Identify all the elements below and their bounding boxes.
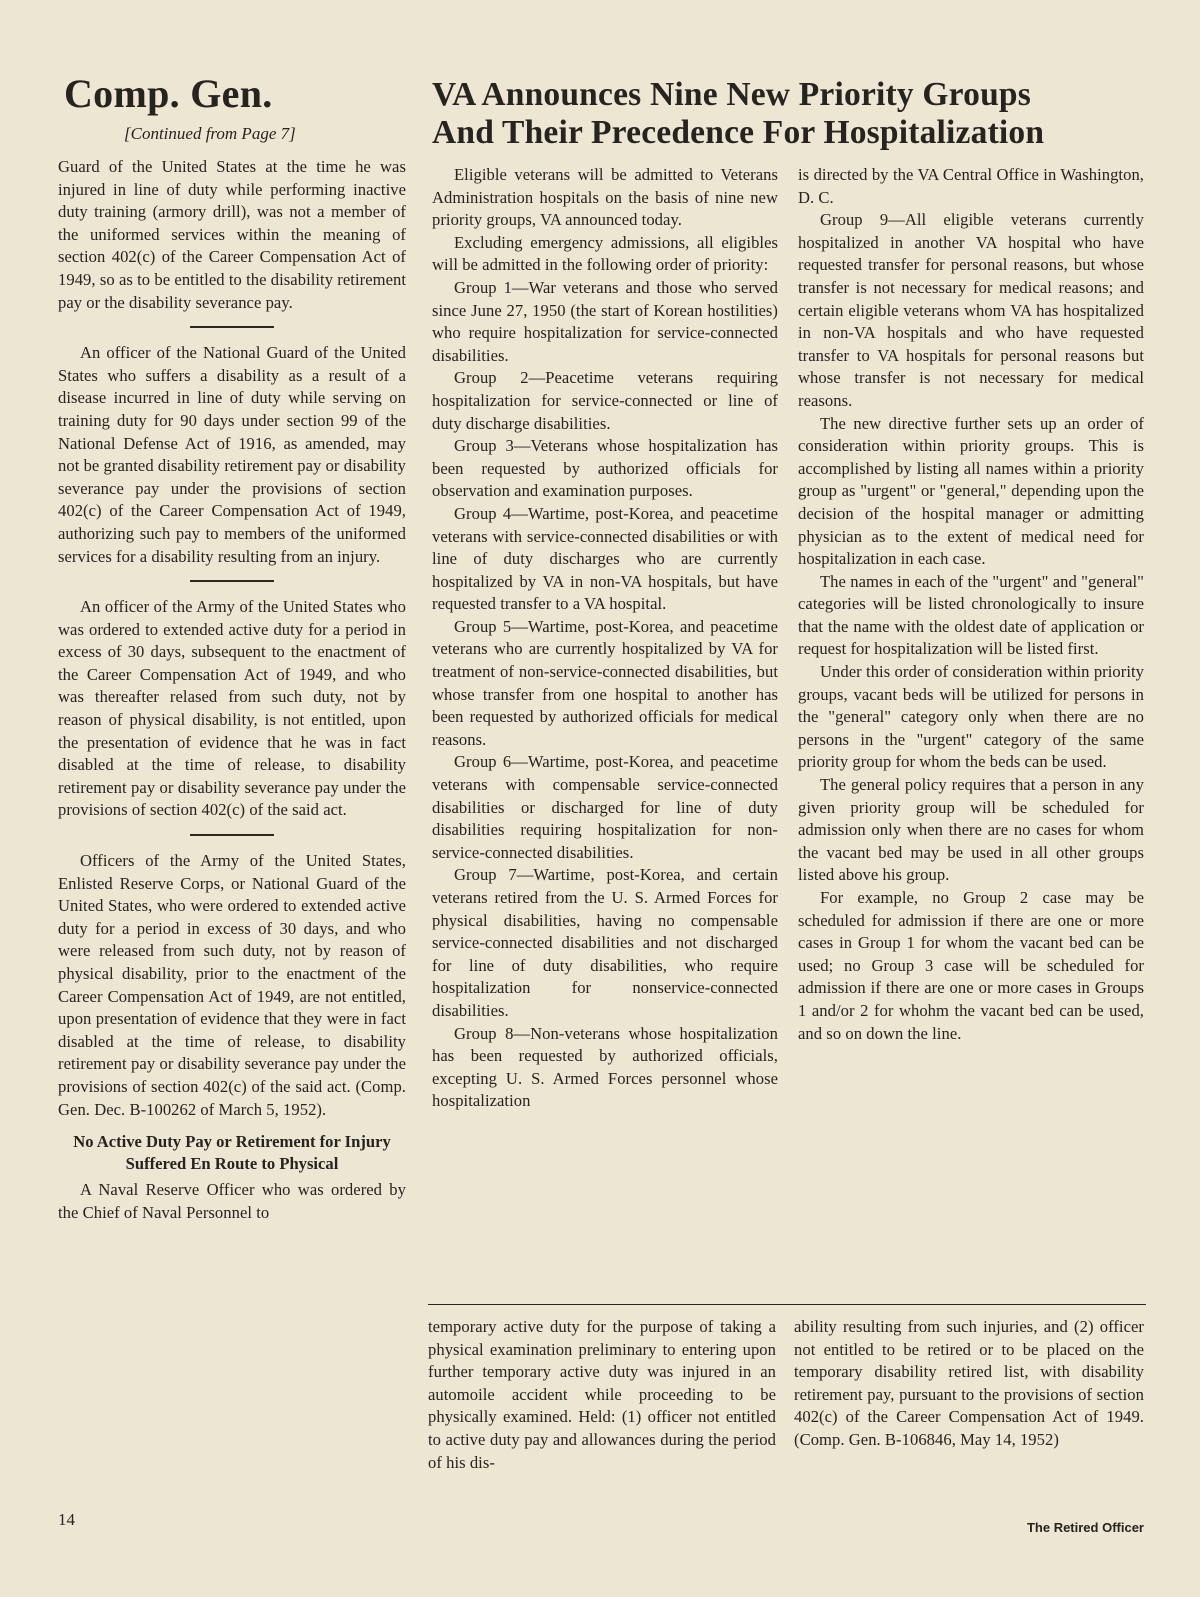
section-divider (190, 326, 274, 328)
horizontal-rule (428, 1304, 1146, 1305)
va-paragraph: Under this order of consideration within priority groups, vacant beds will be utilized for persons in the "general" category only when there are no persons in the "urgent" category of the same priority group for whom the beds can be used. (798, 662, 1144, 772)
va-paragraph: The general policy requires that a person in any given priority group will be scheduled for admission only when there are no cases for whom the vacant bed may be used in all other groups listed above his group. (798, 775, 1144, 885)
va-paragraph: The names in each of the "urgent" and "general" categories will be listed chronologically to insure that the name with the oldest date of application or request for hospitalization will be listed first. (798, 571, 1144, 659)
va-paragraph: Group 1—War veterans and those who served since June 27, 1950 (the start of Korean hostilities) who require hospitalization for service-connected disabilities. (432, 277, 778, 365)
va-paragraph: Group 5—Wartime, post-Korea, and peacetime veterans who are currently hospitalized by VA for treatment of non-service-connected disabilities, but whose transfer from one hospital to another has been requested by authorized officials for medical reasons. (432, 616, 778, 749)
page-number: 14 (58, 1510, 75, 1529)
va-paragraph: Group 7—Wartime, post-Korea, and certain veterans retired from the U. S. Armed Forces for physical disabilities, having no compensable service-connected disabilities and not discharged for line of duty disabilities, who require hospitalization for nonservice-connected disabilities. (432, 865, 778, 1020)
va-paragraph: Excluding emergency admissions, all eligibles will be admitted in the following order of priority: (432, 232, 778, 275)
va-paragraph: Group 3—Veterans whose hospitalization has been requested by authorized officials for observation and examination purposes. (432, 436, 778, 501)
va-paragraph: Eligible veterans will be admitted to Veterans Administration hospitals on the basis of nine new priority groups, VA announced today. (432, 165, 778, 230)
magazine-name: The Retired Officer (1026, 1520, 1144, 1535)
va-paragraph: Group 8—Non-veterans whose hospitalization has been requested by authorized officials, excepting U. S. Armed Forces personnel whose hospitalization (432, 1023, 778, 1111)
comp-gen-paragraph: An officer of the Army of the United States who was ordered to extended active duty for a period in excess of 30 days, subsequent to the enactment of the Career Compensation Act of 1949, and who was thereafter relased from such duty, not by reason of physical disability, is not entitled, upon the presentation of evidence that he was in fact disabled at the time of release, to disability retirement pay or disability severance pay under the provisions of section 402(c) of the said act. (58, 597, 406, 820)
middle-column-continuation (428, 1316, 776, 1474)
section-divider (190, 580, 274, 582)
comp-gen-paragraph: ability resulting from such injuries, and (2) officer not entitled to be retired or to be placed on the temporary disability retired list, with disability retirement pay, pursuant to the provisions of section 402(c) of the Career Compensation Act of 1949. (Comp. Gen. B-106846, May 14, 1952) (794, 1317, 1144, 1449)
va-paragraph: Group 2—Peacetime veterans requiring hospitalization for service-connected or line of duty discharge disabilities. (432, 368, 778, 433)
va-paragraph: Group 9—All eligible veterans currently hospitalized in another VA hospital who have requested transfer for personal reasons, but whose transfer is not necessary for medical reasons; and certain eligible veterans whom VA has hospitalized in non-VA hospitals and who have requested transfer to VA hospitals for personal reasons but whose transfer is not necessary for medical reasons. (798, 210, 1144, 410)
va-paragraph: The new directive further sets up an order of consideration within priority groups. This is accomplished by listing all names within a priority group as "urgent" or "general," depending upon the decision of the hospital manager or admitting physician as to the extent of medical need for hospitalization in each case. (798, 413, 1144, 569)
right-column-continuation (794, 1316, 1144, 1452)
va-headline-line: And Their Precedence For Hospitalization (432, 114, 1045, 151)
va-headline-line: VA Announces Nine New Priority Groups (432, 76, 1031, 113)
va-paragraph: Group 6—Wartime, post-Korea, and peacetime veterans with compensable service-connected disabilities or discharged for line of duty disabilities requiring hospitalization for non-service-connected disabilities. (432, 752, 778, 862)
va-paragraph: is directed by the VA Central Office in Washington, D. C. (798, 165, 1144, 207)
right-column (798, 164, 1144, 1045)
comp-gen-paragraph: A Naval Reserve Officer who was ordered by the Chief of Naval Personnel to (58, 1180, 406, 1222)
continued-note: [Continued from Page 7] (124, 124, 296, 143)
va-headline (432, 76, 1044, 152)
left-column (58, 156, 406, 1224)
comp-gen-paragraph: Officers of the Army of the United States, Enlisted Reserve Corps, or National Guard of the United States, who were ordered to extended active duty for a period in excess of 30 days, and who were released from such duty, not by reason of physical disability, prior to the enactment of the Career Compensation Act of 1949, are not entitled, upon presentation of evidence that they were in fact disabled at the time of release, to disability retirement pay or disability severance pay under the provisions of section 402(c) of the said act. (Comp. Gen. Dec. B-100262 of March 5, 1952). (58, 851, 406, 1119)
middle-column (432, 164, 778, 1113)
comp-gen-paragraph: Guard of the United States at the time he was injured in line of duty while performing inactive duty training (armory drill), was not a member of the uniformed services within the meaning of section 402(c) of the Career Compensation Act of 1949, so as to be entitled to the disability retirement pay or the disability severance pay. (58, 157, 406, 312)
section-divider (190, 834, 274, 836)
va-paragraph: For example, no Group 2 case may be scheduled for admission if there are one or more cases in Group 1 for whom the vacant bed can be used; no Group 3 case will be scheduled for admission if there are one or more cases in Groups 1 and/or 2 for whohm the vacant bed can be used, and so on down the line. (798, 888, 1144, 1043)
comp-gen-paragraph: temporary active duty for the purpose of taking a physical examination preliminary to entering upon further temporary active duty was injured in an automoile accident while proceeding to be physically examined. Held: (1) officer not entitled to active duty pay and allowances during the period of his dis- (428, 1317, 776, 1472)
comp-gen-title: Comp. Gen. (64, 71, 273, 116)
comp-gen-paragraph: An officer of the National Guard of the United States who suffers a disability as a result of a disease incurred in line of duty while serving on training duty for 90 days under section 99 of the National Defense Act of 1916, as amended, may not be granted disability retirement pay or disability severance pay under the provisions of section 402(c) of the Career Compensation Act of 1949, authorizing such pay to members of the uniformed services for a disability resulting from an injury. (58, 343, 406, 566)
va-paragraph: Group 4—Wartime, post-Korea, and peacetime veterans with service-connected disabilities or with line of duty discharges who are currently hospitalized by VA in non-VA hospitals, but have requested transfer to a VA hospital. (432, 503, 778, 614)
comp-gen-subheading: No Active Duty Pay or Retirement for Injury Suffered En Route to Physical (73, 1132, 391, 1174)
